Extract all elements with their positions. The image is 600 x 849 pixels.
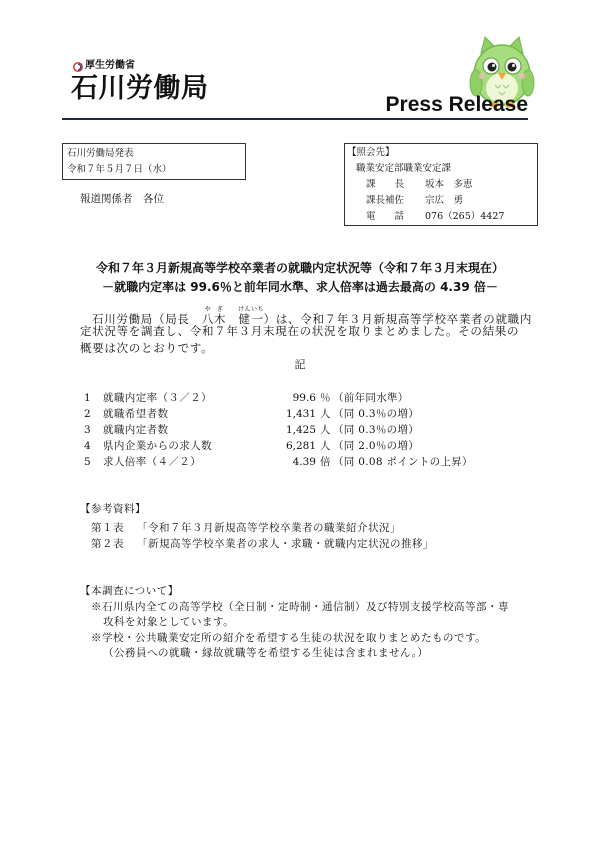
issue-info-box [62, 143, 246, 180]
item-label: 就職内定者数 [103, 424, 169, 436]
item-number: 1 [84, 392, 91, 404]
ministry-logo-icon [73, 62, 83, 72]
summary-row [0, 455, 600, 471]
about-line: 攻科を対象としています。 [103, 616, 235, 628]
about-line: （公務員への就職・縁故就職等を希望する生徒は含まれません。） [103, 647, 429, 659]
reference-label: 第１表 [91, 522, 124, 534]
header-divider [62, 118, 528, 120]
addressee: 報道関係者 各位 [80, 193, 164, 205]
item-unit: 倍 [320, 456, 331, 468]
item-unit: 人 [320, 440, 331, 452]
family-name-reading: やぎ [201, 306, 227, 313]
item-note: （同 0.3％の増） [333, 424, 420, 436]
contact-label: 課長補佐 [366, 195, 405, 206]
given-name-reading: けんいち [238, 306, 265, 313]
contact-value: 坂本 多恵 [425, 179, 473, 190]
press-release-heading: Press Release [385, 93, 528, 116]
summary-row [0, 423, 600, 439]
item-number: 5 [84, 456, 91, 468]
document-title: 令和７年３月新規高等学校卒業者の就職内定状況等（令和７年３月末現在） [95, 261, 504, 275]
about-line: ※学校・公共職業安定所の紹介を希望する生徒の状況を取りまとめたものです。 [91, 632, 487, 644]
item-label: 就職内定率（３／２） [103, 392, 212, 404]
item-note: （前年同水準） [333, 392, 409, 404]
contact-department: 職業安定部職業安定課 [356, 163, 452, 174]
ki-marker: 記 [294, 358, 306, 371]
item-label: 県内企業からの求人数 [103, 440, 212, 452]
contact-heading: 【照会先】 [347, 147, 395, 158]
summary-row [0, 439, 600, 455]
about-line: ※石川県内全ての高等学校（全日制・定時制・通信制）及び特別支援学校高等部・専 [91, 601, 509, 613]
issue-date: 令和７年５月７日（水） [67, 164, 172, 175]
bureau-name: 石川労働局 [71, 73, 209, 104]
item-unit: ％ [320, 392, 331, 404]
item-value: 99.6 [292, 392, 316, 404]
item-number: 4 [84, 440, 91, 452]
item-note: （同 2.0％の増） [333, 440, 420, 452]
contact-value: 宗広 勇 [425, 195, 464, 206]
reference-title: 「令和７年３月新規高等学校卒業者の職業紹介状況」 [137, 522, 401, 534]
intro-line-3: 概要は次のとおりです。 [80, 341, 214, 355]
item-unit: 人 [320, 424, 331, 436]
contact-label: 課 長 [366, 179, 405, 190]
summary-row [0, 391, 600, 407]
references-heading: 【参考資料】 [80, 503, 146, 515]
reference-label: 第２表 [91, 538, 124, 550]
summary-row [0, 407, 600, 423]
item-value: 1,431 [285, 408, 316, 420]
reference-title: 「新規高等学校卒業者の求人・求職・就職内定状況の推移」 [137, 538, 434, 550]
director-family-name: 八木やぎ [201, 306, 227, 326]
item-value: 6,281 [285, 440, 316, 452]
contact-label: 電 話 [366, 211, 405, 222]
item-note: （同 0.3％の増） [333, 408, 420, 420]
contact-phone: 076（265）4427 [425, 211, 505, 222]
director-given-name: 健一けんいち [238, 306, 265, 326]
intro-line-1 [92, 306, 532, 326]
item-label: 就職希望者数 [103, 408, 169, 420]
item-value: 1,425 [285, 424, 316, 436]
item-label: 求人倍率（４／２） [103, 456, 202, 468]
item-value: 4.39 [292, 456, 316, 468]
item-number: 2 [84, 408, 91, 420]
contact-box [344, 143, 538, 226]
ministry-name: 厚生労働省 [85, 60, 135, 71]
about-heading: 【本調査について】 [80, 585, 179, 597]
issuer: 石川労働局発表 [67, 148, 134, 159]
item-note: （同 0.08 ポイントの上昇） [333, 456, 473, 468]
document-subtitle: －就職内定率は 99.6％と前年同水準、求人倍率は過去最高の 4.39 倍－ [102, 280, 498, 294]
intro-line-2: 定状況等を調査し、令和７年３月末現在の状況を取りまとめました。その結果の [80, 324, 520, 338]
item-unit: 人 [320, 408, 331, 420]
intro-text: ）は、令和７年３月新規高等学校卒業者の就職内 [263, 312, 533, 326]
intro-text: 石川労働局（局長 [92, 312, 202, 326]
item-number: 3 [84, 424, 91, 436]
